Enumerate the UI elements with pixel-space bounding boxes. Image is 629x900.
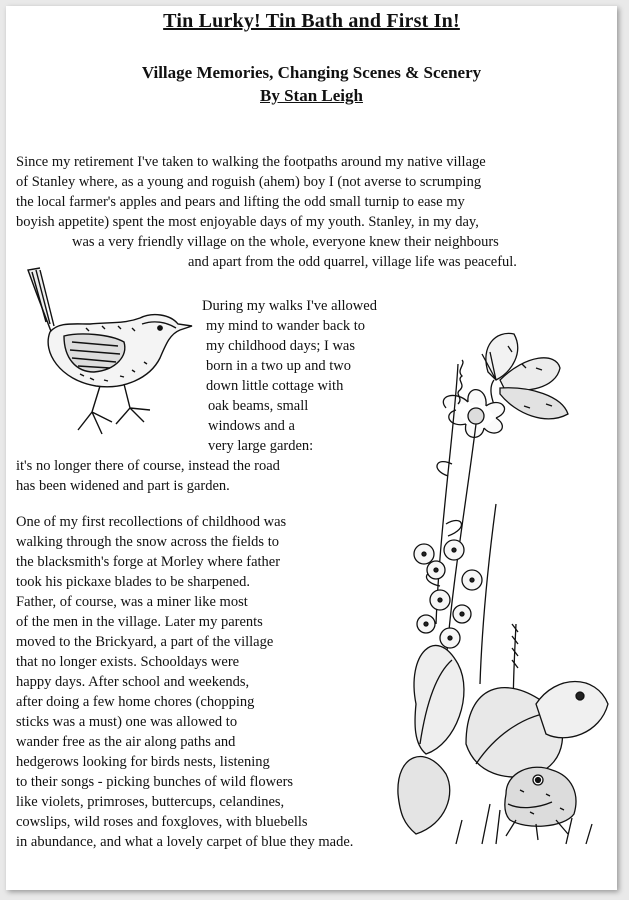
garden-line: it's no longer there of course, instead the road: [16, 458, 280, 474]
memory-line: of the men in the village. Later my parents: [16, 614, 263, 630]
memory-line: walking through the snow across the fields to: [16, 534, 279, 550]
article-byline: By Stan Leigh: [260, 86, 363, 105]
memory-line: to their songs - picking bunches of wild flowers: [16, 774, 294, 790]
memory-line: after doing a few home chores (chopping: [16, 694, 255, 710]
intro-line: and apart from the odd quarrel, village life was peaceful.: [188, 254, 517, 270]
wren-text-line: windows and a: [208, 418, 295, 434]
wren-text-line: born in a two up and two: [206, 358, 351, 374]
article-subtitle: Village Memories, Changing Scenes & Scenery: [141, 63, 482, 82]
memory-line: in abundance, and what a lovely carpet of blue they made.: [16, 834, 354, 850]
garden-line: has been widened and part is garden.: [16, 478, 230, 494]
memory-line: One of my first recollections of childhood was: [16, 514, 287, 530]
memory-line: the blacksmith's forge at Morley where father: [16, 554, 281, 570]
memory-line: moved to the Brickyard, a part of the village: [16, 634, 274, 650]
wren-text-line: oak beams, small: [208, 398, 309, 414]
intro-line: Since my retirement I've taken to walking the footpaths around my native village: [16, 154, 486, 170]
memory-line: cowslips, wild roses and foxgloves, with bluebells: [16, 814, 308, 830]
memory-line: Father, of course, was a miner like most: [16, 594, 248, 610]
memory-line: wander free as the air along paths and: [16, 734, 236, 750]
intro-line: of Stanley where, as a young and roguish (ahem) boy I (not averse to scrumping: [16, 174, 482, 190]
memory-line: like violets, primroses, buttercups, celandines,: [16, 794, 285, 810]
frog-icon: [505, 767, 576, 840]
flowers-butterfly-frog-illustration: [396, 324, 614, 854]
intro-line: the local farmer's apples and pears and lifting the odd small turnip to ease my: [16, 194, 465, 210]
intro-line: boyish appetite) spent the most enjoyable days of my youth. Stanley, in my day,: [16, 214, 479, 230]
memory-line: sticks was a must) one was allowed to: [16, 714, 238, 730]
article-title: Tin Lurky! Tin Bath and First In!: [163, 10, 460, 32]
intro-line: was a very friendly village on the whole, everyone knew their neighbours: [72, 234, 499, 250]
wren-illustration: [20, 262, 200, 452]
wren-text-line: my childhood days; I was: [206, 338, 356, 354]
wren-text-line: down little cottage with: [206, 378, 344, 394]
document-page: [6, 6, 617, 890]
wren-text-line: very large garden:: [208, 438, 314, 454]
memory-line: took his pickaxe blades to be sharpened.: [16, 574, 250, 590]
memory-line: happy days. After school and weekends,: [16, 674, 250, 690]
memory-line: hedgerows looking for birds nests, listening: [16, 754, 270, 770]
wren-text-line: During my walks I've allowed: [202, 298, 377, 314]
memory-line: that no longer exists. Schooldays were: [16, 654, 240, 670]
wren-text-line: my mind to wander back to: [206, 318, 366, 334]
